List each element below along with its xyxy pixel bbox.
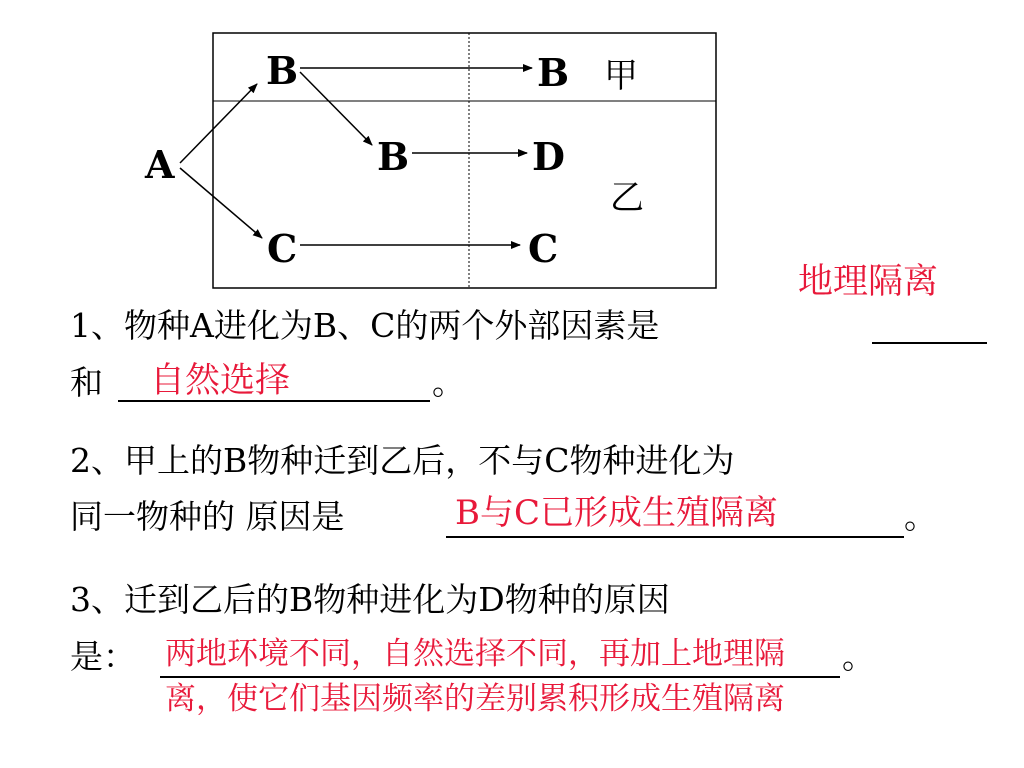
arrow-b-to-b-middle — [300, 72, 372, 145]
answer-2: B与C已形成生殖隔离 — [455, 493, 778, 533]
answer-1b: 自然选择 — [150, 361, 291, 401]
region-label-jia: 甲 — [604, 56, 638, 96]
question-3-line-2-suffix: 。 — [842, 637, 875, 676]
node-c-left: C — [267, 226, 298, 271]
node-c-right: C — [528, 226, 559, 271]
region-label-yi: 乙 — [610, 178, 644, 218]
node-a: A — [145, 142, 175, 187]
arrow-a-to-b — [180, 84, 257, 163]
arrow-a-to-c — [180, 168, 262, 238]
blank-1a — [872, 342, 987, 344]
question-1-line-1: 1、物种A进化为B、C的两个外部因素是 — [70, 306, 660, 345]
node-b-middle: B — [377, 134, 410, 179]
blank-1b — [118, 400, 430, 402]
answer-1a: 地理隔离 — [798, 262, 939, 302]
node-b-top: B — [266, 48, 299, 93]
answer-3-line-1: 两地环境不同，自然选择不同，再加上地理隔 — [165, 636, 785, 672]
question-1-line-2-suffix: 。 — [432, 363, 465, 402]
answer-3-line-2: 离，使它们基因频率的差别累积形成生殖隔离 — [165, 681, 785, 717]
node-d: D — [532, 134, 565, 179]
question-2-line-2-prefix: 同一物种的 原因是 — [70, 497, 345, 536]
question-3-line-1: 3、迁到乙后的B物种进化为D物种的原因 — [70, 580, 670, 619]
blank-2 — [446, 536, 904, 538]
question-2-line-1: 2、甲上的B物种迁到乙后，不与C物种进化为 — [70, 441, 735, 480]
question-1-line-2-prefix: 和 — [70, 363, 103, 402]
question-2-line-2-suffix: 。 — [904, 497, 937, 536]
blank-3 — [160, 676, 840, 678]
node-b-top-right: B — [537, 50, 570, 95]
question-3-line-2-prefix: 是： — [70, 637, 136, 676]
